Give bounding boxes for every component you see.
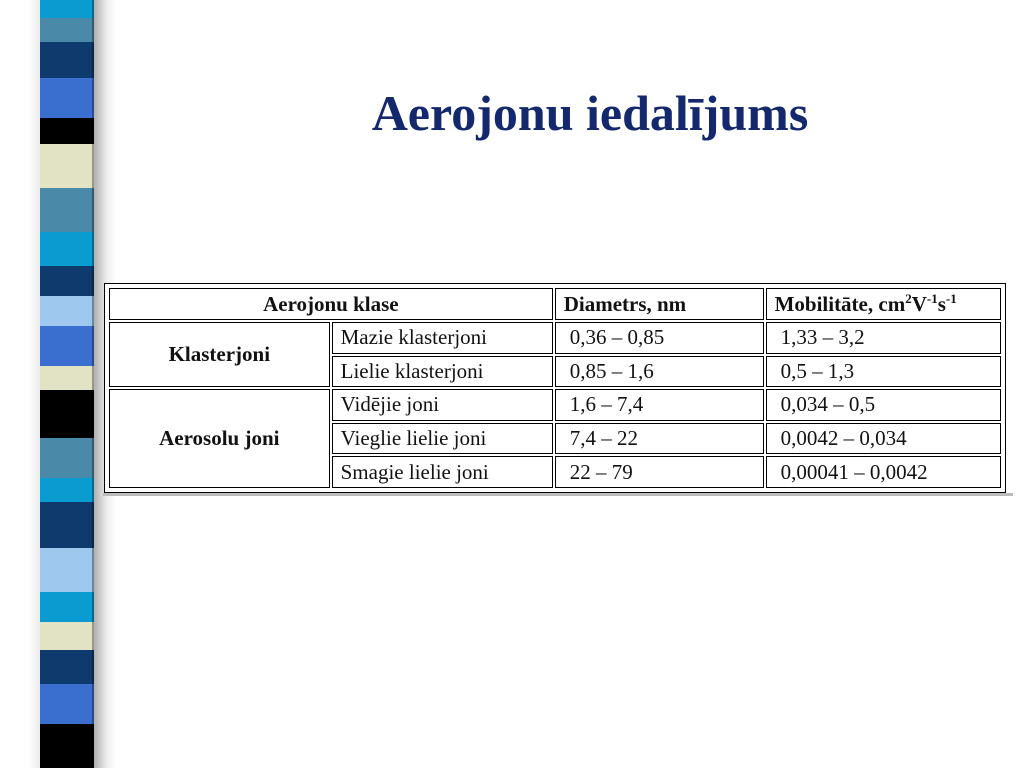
stripe-band xyxy=(40,188,94,232)
stripe-band xyxy=(40,296,94,326)
row-name: Vieglie lielie joni xyxy=(332,423,553,455)
row-mobility: 0,0042 – 0,034 xyxy=(766,423,1001,455)
slide-title: Aerojonu iedalījums xyxy=(371,85,809,141)
row-mobility: 0,00041 – 0,0042 xyxy=(766,456,1001,488)
stripe-band xyxy=(40,502,94,548)
stripe-band xyxy=(40,42,94,78)
header-mobility-sup2: -1 xyxy=(926,291,938,306)
aero-ion-table xyxy=(104,283,1006,493)
stripe-band xyxy=(40,724,94,768)
row-mobility: 0,5 – 1,3 xyxy=(766,356,1001,388)
stripe-band xyxy=(40,548,94,592)
stripe-band xyxy=(40,622,94,650)
stripe-band xyxy=(40,366,94,390)
row-name: Smagie lielie joni xyxy=(332,456,553,488)
row-mobility: 0,034 – 0,5 xyxy=(766,389,1001,421)
stripe-band xyxy=(40,326,94,366)
stripe-band xyxy=(40,144,94,188)
row-diameter: 7,4 – 22 xyxy=(555,423,764,455)
row-name: Lielie klasterjoni xyxy=(332,356,553,388)
header-mobility-sup3: -1 xyxy=(945,291,957,306)
row-diameter: 22 – 79 xyxy=(555,456,764,488)
stripe-band xyxy=(40,478,94,502)
stripe-band xyxy=(40,266,94,296)
row-diameter: 1,6 – 7,4 xyxy=(555,389,764,421)
row-diameter: 0,85 – 1,6 xyxy=(555,356,764,388)
table-header-row xyxy=(109,288,1001,320)
header-mobility-prefix: Mobilitāte, cm xyxy=(774,292,906,316)
group-label-aerosolu-joni: Aerosolu joni xyxy=(109,389,330,488)
stripe-band xyxy=(40,390,94,438)
stripe-band xyxy=(40,18,94,42)
header-mobility-mid: V xyxy=(911,292,927,316)
row-name: Vidējie joni xyxy=(332,389,553,421)
header-diameter: Diametrs, nm xyxy=(555,288,764,320)
stripe-band xyxy=(40,0,94,18)
header-class: Aerojonu klase xyxy=(109,288,553,320)
stripe-band xyxy=(40,118,94,144)
row-diameter: 0,36 – 0,85 xyxy=(555,322,764,354)
stripe-band xyxy=(40,438,94,478)
table-row xyxy=(109,322,1001,354)
stripe-band xyxy=(40,684,94,724)
header-mobility-sup1: 2 xyxy=(905,291,912,306)
stripe-band xyxy=(40,650,94,684)
header-mobility-s: s xyxy=(937,292,946,316)
group-label-klasterjoni: Klasterjoni xyxy=(109,322,330,387)
table-row xyxy=(109,389,1001,421)
stripe-band xyxy=(40,232,94,266)
stripe-band xyxy=(40,78,94,118)
row-mobility: 1,33 – 3,2 xyxy=(766,322,1001,354)
header-mobility xyxy=(766,288,1001,320)
stripe-band xyxy=(40,592,94,622)
decorative-stripe xyxy=(40,0,94,768)
row-name: Mazie klasterjoni xyxy=(332,322,553,354)
classification-table xyxy=(107,286,1003,490)
